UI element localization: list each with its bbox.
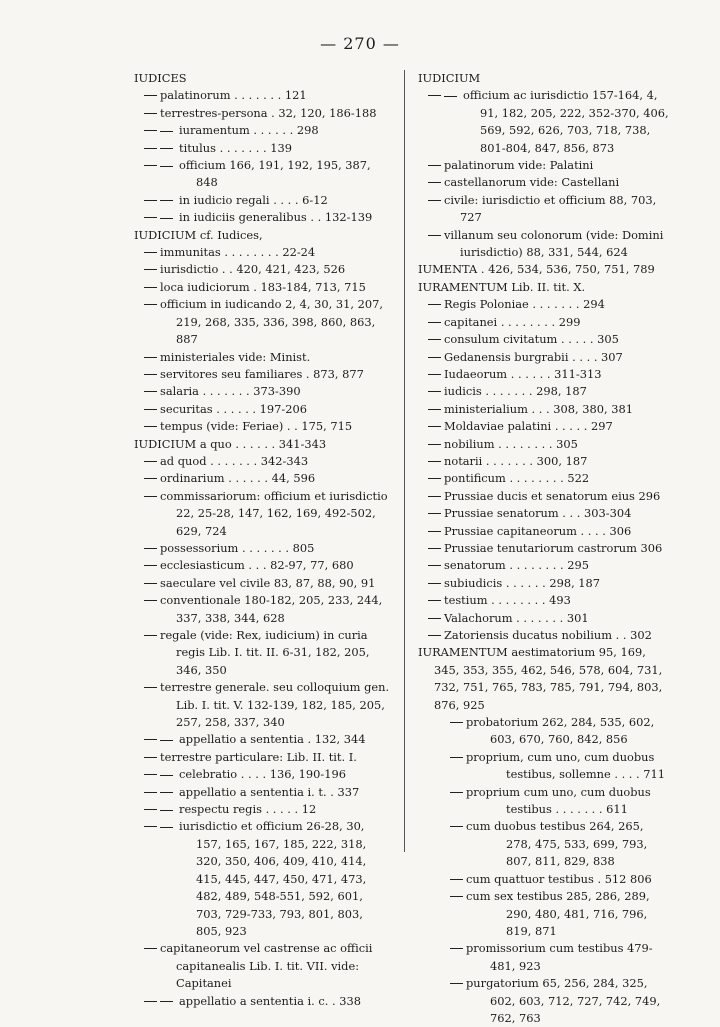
entry-text: saeculare vel civile 83, 87, 88, 90, 91 [160,575,376,590]
dash-mark [428,304,441,305]
entry-text: IURAMENTUM Lib. II. tit. X. [418,279,586,294]
dash-mark [144,478,157,479]
index-entry [134,366,390,383]
entry-text: senatorum . . . . . . . . 295 [444,558,590,573]
entry-text: Moldaviae palatini . . . . . 297 [444,419,613,434]
index-heading [134,70,390,87]
entry-text: proprium, cum uno, cum duobus testibus, sollemne . . . . 711 [466,749,666,782]
index-entry [418,940,672,975]
entry-text: consulum civitatum . . . . . 305 [444,332,619,347]
dash-mark [144,948,157,949]
dash-mark [428,200,441,201]
dash-mark [428,391,441,392]
entry-text: conventionale 180-182, 205, 233, 244, 337, 338, 344, 628 [160,593,383,625]
entry-text: officium 166, 191, 192, 195, 387, 848 [179,158,371,190]
index-entry [418,540,672,557]
entry-text: Prussiae capitaneorum . . . . 306 [444,523,632,538]
dash-mark [428,531,441,532]
dash-mark [144,687,157,688]
page-number: — 270 — [320,34,400,53]
dash-mark [428,182,441,183]
dash-mark [144,374,157,375]
entry-text: Prussiae tenutariorum castrorum 306 [444,540,663,555]
dash-mark [160,740,173,741]
dash-mark [428,339,441,340]
dash-mark [144,809,157,810]
index-entry [134,784,390,801]
dash-mark [428,635,441,636]
entry-text: castellanorum vide: Castellani [444,175,620,190]
dash-mark [428,600,441,601]
index-heading [418,261,672,278]
entry-text: cum quattuor testibus . 512 806 [466,871,652,886]
dash-mark [144,200,157,201]
entry-text: possessorium . . . . . . . 805 [160,540,315,555]
index-heading [134,227,390,244]
entry-text: in iudicio regali . . . . 6-12 [179,192,328,207]
entry-text: purgatorium 65, 256, 284, 325, 602, 603, 712, 727, 742, 749, 762, 763 [466,976,661,1025]
dash-mark [160,827,173,828]
index-entry [418,331,672,348]
dash-mark [450,879,463,880]
entry-text: terrestre particulare: Lib. II. tit. I. [160,749,357,764]
dash-mark [144,426,157,427]
dash-mark [144,461,157,462]
dash-mark [144,548,157,549]
entry-text: Prussiae ducis et senatorum eius 296 [444,488,661,503]
entry-text: salaria . . . . . . . 373-390 [160,384,301,399]
entry-text: notarii . . . . . . . 300, 187 [444,453,588,468]
index-entry [418,784,672,819]
entry-text: in iudiciis generalibus . . 132-139 [179,210,373,225]
entry-text: iurisdictio . . 420, 421, 423, 526 [160,262,346,277]
index-entry [134,993,390,1010]
index-entry [418,87,672,157]
entry-text: Gedanensis burgrabii . . . . 307 [444,349,623,364]
entry-text: promissorium cum testibus 479-481, 923 [466,941,653,973]
entry-text: proprium cum uno, cum duobus testibus . . . . . . . 611 [466,784,651,817]
index-entry [134,488,390,540]
dash-mark [450,792,463,793]
entry-text: appellatio a sententia . 132, 344 [179,732,366,747]
entry-text: capitanei . . . . . . . . 299 [444,314,581,329]
entry-text: officium ac iurisdictio 157-164, 4, 91, 182, 205, 222, 352-370, 406, 569, 592, 626, 703, 718, 738, 801-804, 847, 856, 873 [463,88,669,155]
dash-mark [428,583,441,584]
index-entry [134,575,390,592]
dash-mark [144,113,157,114]
entry-text: capitaneorum vel castrense ac officii capitanealis Lib. I. tit. VII. vide: Capitanei [160,941,373,991]
dash-mark [160,792,173,793]
dash-mark [144,357,157,358]
entry-text: ordinarium . . . . . . 44, 596 [160,471,316,486]
index-entry [418,505,672,522]
index-entry [418,818,672,870]
dash-mark [428,165,441,166]
index-entry [418,523,672,540]
index-entry [418,314,672,331]
index-entry [418,627,672,644]
dash-mark [450,757,463,758]
dash-mark [144,304,157,305]
index-entry [418,349,672,366]
index-entry [418,383,672,400]
dash-mark [144,496,157,497]
dash-mark [428,374,441,375]
dash-mark [160,166,173,167]
index-entry [134,105,390,122]
index-entry [418,557,672,574]
entry-text: iurisdictio et officium 26-28, 30, 157, 165, 167, 185, 222, 318, 320, 350, 406, 409, 410, 414, 415, 445, 447, 450, 471, 473, 482, 489, 548-551, 592, 601, 703, 729-733, 793, 801, 803, 805, 923 [179,819,367,938]
index-column-right [418,70,672,1027]
index-entry [418,418,672,435]
index-heading [418,644,672,714]
dash-mark [428,322,441,323]
entry-text: probatorium 262, 284, 535, 602, 603, 670, 760, 842, 856 [466,715,655,747]
dash-mark [450,826,463,827]
index-entry [134,192,390,209]
entry-text: regale (vide: Rex, iudicium) in curia regis Lib. I. tit. II. 6-31, 182, 205, 346, 350 [160,628,370,677]
index-entry [418,366,672,383]
index-entry [418,975,672,1027]
dash-mark [144,583,157,584]
index-heading [418,70,672,87]
dash-mark [160,131,173,132]
entry-text: IUDICIUM cf. Iudices, [134,227,263,242]
index-entry [418,749,672,784]
index-entry [134,122,390,139]
dash-mark [444,96,457,97]
index-entry [418,296,672,313]
dash-mark [144,287,157,288]
index-entry [418,871,672,888]
index-entry [134,731,390,748]
index-heading [418,279,672,296]
index-entry [134,940,390,992]
index-entry [418,592,672,609]
dash-mark [160,200,173,201]
entry-text: ecclesiasticum . . . 82-97, 77, 680 [160,558,354,573]
dash-mark [144,217,157,218]
index-entry [134,470,390,487]
entry-text: immunitas . . . . . . . . 22-24 [160,245,316,260]
entry-text: celebratio . . . . 136, 190-196 [179,767,347,782]
entry-text: IUDICIUM a quo . . . . . . 341-343 [134,436,327,451]
entry-text: Zatoriensis ducatus nobilium . . 302 [444,628,652,642]
index-heading [134,436,390,453]
index-entry [418,192,672,227]
dash-mark [144,826,157,827]
index-entry [134,383,390,400]
dash-mark [428,548,441,549]
dash-mark [428,357,441,358]
dash-mark [450,948,463,949]
entry-text: palatinorum vide: Palatini [444,158,594,173]
entry-text: IUDICES [134,71,187,85]
index-entry [418,174,672,191]
dash-mark [160,810,173,811]
dash-mark [160,1001,173,1002]
entry-text: IUDICIUM [418,71,481,85]
index-entry [134,801,390,818]
dash-mark [144,391,157,392]
entry-text: servitores seu familiares . 873, 877 [160,366,364,381]
index-entry [134,679,390,731]
index-entry [418,888,672,940]
index-entry [418,453,672,470]
index-entry [134,540,390,557]
entry-text: iudicis . . . . . . . 298, 187 [444,384,587,399]
dash-mark [144,1001,157,1002]
dash-mark [160,775,173,776]
entry-text: IURAMENTUM aestimatorium 95, 169, 345, 353, 355, 462, 546, 578, 604, 731, 732, 751, 765, 783, 785, 791, 794, 803, 876, 925 [418,645,663,712]
index-entry [418,436,672,453]
dash-mark [428,618,441,619]
entry-text: IUMENTA . 426, 534, 536, 750, 751, 789 [418,262,655,277]
index-entry [134,418,390,435]
index-entry [134,261,390,278]
dash-mark [144,130,157,131]
dash-mark [428,461,441,462]
entry-text: Regis Poloniae . . . . . . . 294 [444,297,605,312]
dash-mark [428,444,441,445]
entry-text: cum duobus testibus 264, 265, 278, 475, 533, 699, 793, 807, 811, 829, 838 [466,819,648,869]
entry-text: civile: iurisdictio et officium 88, 703, 727 [444,192,657,225]
entry-text: iuramentum . . . . . . 298 [179,123,319,138]
entry-text: titulus . . . . . . . 139 [179,140,293,155]
entry-text: officium in iudicando 2, 4, 30, 31, 207, 219, 268, 335, 336, 398, 860, 863, 887 [160,297,383,347]
index-entry [418,470,672,487]
dash-mark [144,95,157,96]
entry-text: villanum seu colonorum (vide: Domini iurisdictio) 88, 331, 544, 624 [444,227,664,260]
index-entry [418,157,672,174]
index-entry [134,592,390,627]
entry-text: commissariorum: officium et iurisdictio 22, 25-28, 147, 162, 169, 492-502, 629, 724 [160,488,388,538]
dash-mark [144,148,157,149]
dash-mark [450,983,463,984]
entry-text: tempus (vide: Feriae) . . 175, 715 [160,419,353,434]
dash-mark [144,409,157,410]
index-entry [134,209,390,226]
dash-mark [144,269,157,270]
dash-mark [428,426,441,427]
index-entry [134,87,390,104]
entry-text: securitas . . . . . . 197-206 [160,401,308,416]
index-entry [134,818,390,940]
dash-mark [144,165,157,166]
entry-text: terrestres-persona . 32, 120, 186-188 [160,105,377,120]
dash-mark [428,478,441,479]
entry-text: Iudaeorum . . . . . . 311-313 [444,366,602,381]
dash-mark [144,757,157,758]
entry-text: cum sex testibus 285, 286, 289, 290, 480, 481, 716, 796, 819, 871 [466,889,650,938]
index-entry [418,227,672,262]
index-entry [134,140,390,157]
entry-text: ministeriales vide: Minist. [160,349,311,364]
index-column-left [134,70,390,1010]
index-entry [418,610,672,627]
index-entry [134,244,390,261]
index-entry [418,488,672,505]
index-entry [134,749,390,766]
index-entry [134,349,390,366]
dash-mark [144,739,157,740]
entry-text: loca iudiciorum . 183-184, 713, 715 [160,279,366,294]
entry-text: subiudicis . . . . . . 298, 187 [444,575,601,590]
dash-mark [450,722,463,723]
dash-mark [144,252,157,253]
dash-mark [428,565,441,566]
index-entry [134,557,390,574]
entry-text: respectu regis . . . . . 12 [179,802,317,817]
index-entry [134,627,390,679]
dash-mark [144,774,157,775]
column-divider [404,70,405,852]
dash-mark [428,496,441,497]
entry-text: appellatio a sententia i. t. . 337 [179,784,360,799]
dash-mark [144,600,157,601]
dash-mark [428,95,441,96]
index-entry [418,401,672,418]
entry-text: Prussiae senatorum . . . 303-304 [444,506,632,521]
entry-text: testium . . . . . . . . 493 [444,593,571,608]
dash-mark [428,235,441,236]
dash-mark [144,635,157,636]
index-entry [134,401,390,418]
dash-mark [428,409,441,410]
index-entry [134,157,390,192]
index-entry [134,296,390,348]
entry-text: palatinorum . . . . . . . 121 [160,88,307,103]
dash-mark [144,792,157,793]
dash-mark [160,148,173,149]
index-entry [418,714,672,749]
entry-text: terrestre generale. seu colloquium gen. Lib. I. tit. V. 132-139, 182, 185, 205, 257, 258, 337, 340 [160,680,390,730]
index-entry [134,766,390,783]
dash-mark [160,218,173,219]
index-entry [418,575,672,592]
index-entry [134,279,390,296]
dash-mark [450,896,463,897]
entry-text: Valachorum . . . . . . . 301 [444,610,589,625]
entry-text: ministerialium . . . 308, 380, 381 [444,401,633,416]
entry-text: ad quod . . . . . . . 342-343 [160,453,309,468]
entry-text: appellatio a sententia i. c. . 338 [179,993,361,1008]
dash-mark [144,565,157,566]
dash-mark [428,513,441,514]
entry-text: pontificum . . . . . . . . 522 [444,471,590,486]
index-entry [134,453,390,470]
entry-text: nobilium . . . . . . . . 305 [444,436,578,451]
